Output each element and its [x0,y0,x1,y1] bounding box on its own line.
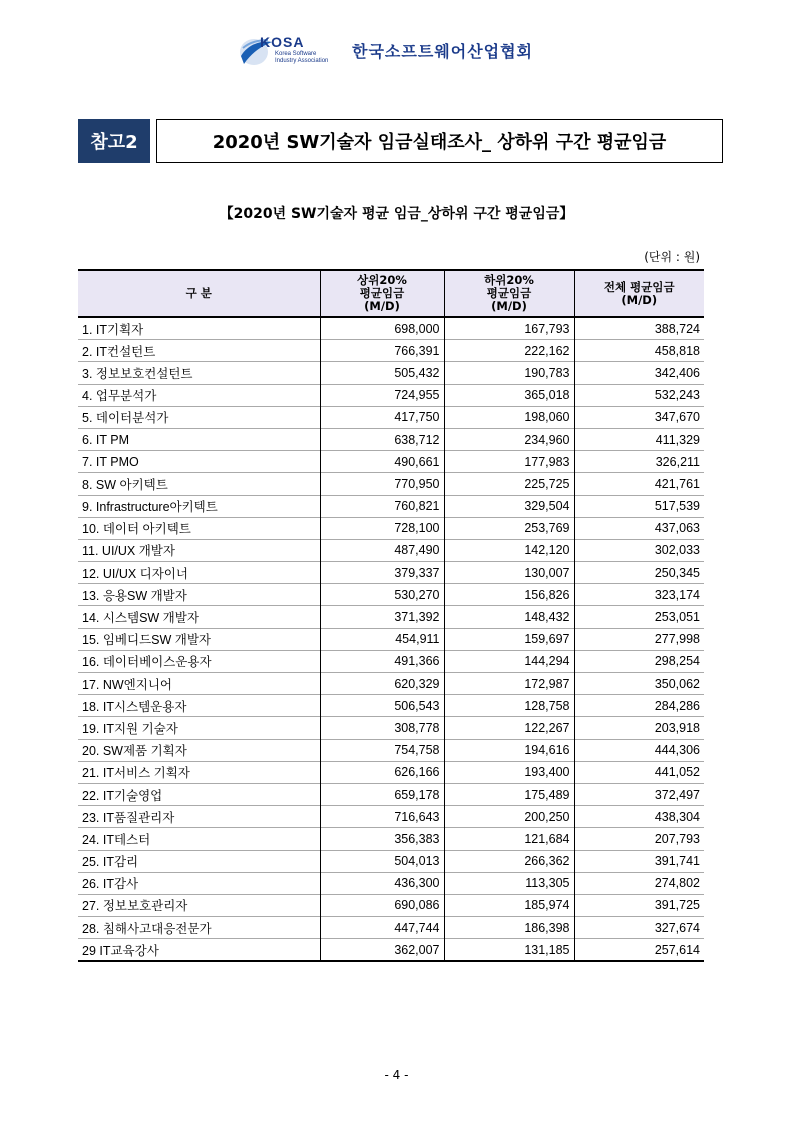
bottom20-wage-cell: 193,400 [444,761,574,783]
bottom20-wage-cell: 148,432 [444,606,574,628]
job-category-cell: 13. 응용SW 개발자 [78,584,320,606]
header-line: (M/D) [364,299,400,313]
table-row [78,939,704,962]
table-row [78,451,704,473]
table-row [78,872,704,894]
top20-wage-cell: 487,490 [320,539,444,561]
wage-table [78,269,704,962]
table-row [78,384,704,406]
job-category-cell: 21. IT서비스 기획자 [78,761,320,783]
bottom20-wage-cell: 128,758 [444,695,574,717]
job-category-cell: 8. SW 아키텍트 [78,473,320,495]
table-row [78,673,704,695]
top20-wage-cell: 454,911 [320,628,444,650]
overall-wage-cell: 350,062 [574,673,704,695]
bottom20-wage-cell: 234,960 [444,428,574,450]
header-overall [574,270,704,317]
overall-wage-cell: 438,304 [574,806,704,828]
page-number: - 4 - [384,1068,409,1082]
table-row [78,806,704,828]
table-caption: 【2020년 SW기술자 평균 임금_상하위 구간 평균임금】 [219,206,574,222]
bottom20-wage-cell: 144,294 [444,650,574,672]
top20-wage-cell: 308,778 [320,717,444,739]
table-row [78,650,704,672]
top20-wage-cell: 754,758 [320,739,444,761]
table-row [78,894,704,916]
top20-wage-cell: 690,086 [320,894,444,916]
overall-wage-cell: 257,614 [574,939,704,962]
top20-wage-cell: 766,391 [320,340,444,362]
bottom20-wage-cell: 121,684 [444,828,574,850]
table-row [78,539,704,561]
top20-wage-cell: 356,383 [320,828,444,850]
table-row [78,783,704,805]
job-category-cell: 15. 임베디드SW 개발자 [78,628,320,650]
table-row [78,517,704,539]
top20-wage-cell: 436,300 [320,872,444,894]
job-category-cell: 10. 데이터 아키텍트 [78,517,320,539]
table-row [78,317,704,340]
table-row [78,761,704,783]
table-row [78,606,704,628]
overall-wage-cell: 441,052 [574,761,704,783]
bottom20-wage-cell: 159,697 [444,628,574,650]
logo-wordmark: KOSA [260,34,305,50]
top20-wage-cell: 504,013 [320,850,444,872]
table-row [78,473,704,495]
reference-tag: 참고2 [78,119,150,163]
table-row [78,562,704,584]
top20-wage-cell: 724,955 [320,384,444,406]
table-row [78,828,704,850]
table-row [78,717,704,739]
unit-label: (단위 : 원) [644,250,700,264]
bottom20-wage-cell: 142,120 [444,539,574,561]
overall-wage-cell: 391,741 [574,850,704,872]
job-category-cell: 29 IT교육강사 [78,939,320,962]
overall-wage-cell: 388,724 [574,317,704,340]
top20-wage-cell: 698,000 [320,317,444,340]
overall-wage-cell: 444,306 [574,739,704,761]
bottom20-wage-cell: 190,783 [444,362,574,384]
overall-wage-cell: 347,670 [574,406,704,428]
overall-wage-cell: 326,211 [574,451,704,473]
top20-wage-cell: 490,661 [320,451,444,473]
job-category-cell: 3. 정보보호컨설턴트 [78,362,320,384]
job-category-cell: 24. IT테스터 [78,828,320,850]
header-category [78,270,320,317]
bottom20-wage-cell: 177,983 [444,451,574,473]
org-name: 한국소프트웨어산업협회 [352,42,534,61]
header-line: 구 분 [185,286,212,300]
bottom20-wage-cell: 130,007 [444,562,574,584]
table-row [78,362,704,384]
bottom20-wage-cell: 253,769 [444,517,574,539]
table-row [78,850,704,872]
header-line: 평균임금 [359,286,405,300]
job-category-cell: 5. 데이터분석가 [78,406,320,428]
top20-wage-cell: 362,007 [320,939,444,962]
table-header-row [78,270,704,317]
logo-sub-line1: Korea Software [275,51,317,57]
table-row [78,340,704,362]
table-row [78,406,704,428]
top20-wage-cell: 626,166 [320,761,444,783]
bottom20-wage-cell: 122,267 [444,717,574,739]
top20-wage-cell: 716,643 [320,806,444,828]
bottom20-wage-cell: 225,725 [444,473,574,495]
header-line: 전체 평균임금 [603,279,675,294]
top20-wage-cell: 530,270 [320,584,444,606]
top20-wage-cell: 505,432 [320,362,444,384]
header-line: 상위20% [357,273,407,287]
job-category-cell: 9. Infrastructure아키텍트 [78,495,320,517]
overall-wage-cell: 421,761 [574,473,704,495]
top20-wage-cell: 620,329 [320,673,444,695]
header-line: 평균임금 [486,286,532,300]
overall-wage-cell: 284,286 [574,695,704,717]
bottom20-wage-cell: 329,504 [444,495,574,517]
overall-wage-cell: 274,802 [574,872,704,894]
logo-subtitle [275,51,328,65]
job-category-cell: 18. IT시스템운용자 [78,695,320,717]
table-row [78,739,704,761]
job-category-cell: 27. 정보보호관리자 [78,894,320,916]
job-category-cell: 6. IT PM [78,428,320,450]
overall-wage-cell: 517,539 [574,495,704,517]
overall-wage-cell: 302,033 [574,539,704,561]
logo-sub-line2: Industry Association [275,58,329,64]
bottom20-wage-cell: 113,305 [444,872,574,894]
header-top20 [320,270,444,317]
overall-wage-cell: 372,497 [574,783,704,805]
top20-wage-cell: 417,750 [320,406,444,428]
overall-wage-cell: 327,674 [574,917,704,939]
job-category-cell: 20. SW제품 기획자 [78,739,320,761]
top20-wage-cell: 728,100 [320,517,444,539]
top20-wage-cell: 770,950 [320,473,444,495]
overall-wage-cell: 277,998 [574,628,704,650]
overall-wage-cell: 253,051 [574,606,704,628]
header-bottom20 [444,270,574,317]
job-category-cell: 17. NW엔지니어 [78,673,320,695]
overall-wage-cell: 458,818 [574,340,704,362]
job-category-cell: 19. IT지원 기술자 [78,717,320,739]
job-category-cell: 1. IT기획자 [78,317,320,340]
job-category-cell: 28. 침해사고대응전문가 [78,917,320,939]
job-category-cell: 12. UI/UX 디자이너 [78,562,320,584]
kosa-logo [238,34,568,68]
overall-wage-cell: 532,243 [574,384,704,406]
bottom20-wage-cell: 200,250 [444,806,574,828]
job-category-cell: 11. UI/UX 개발자 [78,539,320,561]
bottom20-wage-cell: 266,362 [444,850,574,872]
page-title: 2020년 SW기술자 임금실태조사_ 상하위 구간 평균임금 [156,119,723,163]
job-category-cell: 16. 데이터베이스운용자 [78,650,320,672]
overall-wage-cell: 298,254 [574,650,704,672]
overall-wage-cell: 207,793 [574,828,704,850]
overall-wage-cell: 391,725 [574,894,704,916]
job-category-cell: 23. IT품질관리자 [78,806,320,828]
top20-wage-cell: 371,392 [320,606,444,628]
bottom20-wage-cell: 175,489 [444,783,574,805]
overall-wage-cell: 250,345 [574,562,704,584]
table-body [78,317,704,961]
overall-wage-cell: 203,918 [574,717,704,739]
header-line: 하위20% [484,273,534,287]
top20-wage-cell: 506,543 [320,695,444,717]
job-category-cell: 22. IT기술영업 [78,783,320,805]
job-category-cell: 14. 시스템SW 개발자 [78,606,320,628]
top20-wage-cell: 638,712 [320,428,444,450]
overall-wage-cell: 437,063 [574,517,704,539]
top20-wage-cell: 491,366 [320,650,444,672]
top20-wage-cell: 659,178 [320,783,444,805]
table-row [78,917,704,939]
bottom20-wage-cell: 222,162 [444,340,574,362]
top20-wage-cell: 447,744 [320,917,444,939]
job-category-cell: 2. IT컨설턴트 [78,340,320,362]
header-line: (M/D) [491,299,527,313]
overall-wage-cell: 323,174 [574,584,704,606]
bottom20-wage-cell: 365,018 [444,384,574,406]
bottom20-wage-cell: 172,987 [444,673,574,695]
bottom20-wage-cell: 198,060 [444,406,574,428]
job-category-cell: 26. IT감사 [78,872,320,894]
top20-wage-cell: 760,821 [320,495,444,517]
top20-wage-cell: 379,337 [320,562,444,584]
job-category-cell: 25. IT감리 [78,850,320,872]
bottom20-wage-cell: 156,826 [444,584,574,606]
table-row [78,495,704,517]
overall-wage-cell: 342,406 [574,362,704,384]
job-category-cell: 4. 업무분석가 [78,384,320,406]
table-row [78,628,704,650]
table-row [78,428,704,450]
bottom20-wage-cell: 185,974 [444,894,574,916]
bottom20-wage-cell: 194,616 [444,739,574,761]
table-row [78,695,704,717]
table-row [78,584,704,606]
header-line: (M/D) [621,292,658,307]
bottom20-wage-cell: 186,398 [444,917,574,939]
bottom20-wage-cell: 167,793 [444,317,574,340]
overall-wage-cell: 411,329 [574,428,704,450]
bottom20-wage-cell: 131,185 [444,939,574,962]
job-category-cell: 7. IT PMO [78,451,320,473]
